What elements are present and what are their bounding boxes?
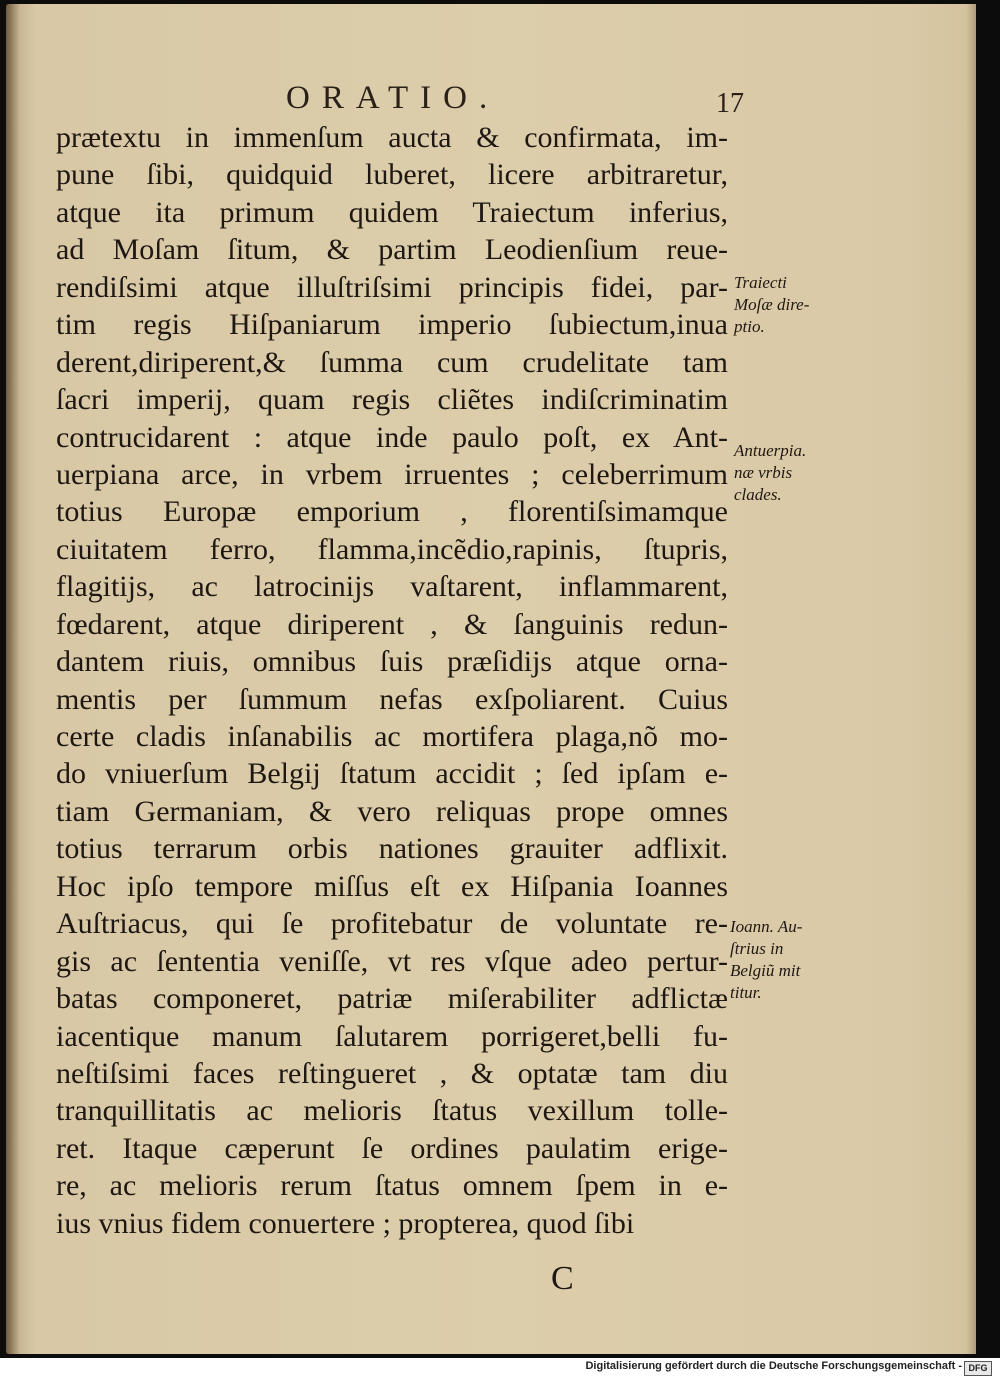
text-line: contrucidarent : atque inde paulo poſt, ex Ant- [56, 420, 728, 454]
page-number: 17 [716, 88, 744, 119]
text-line: ſacri imperij, quam regis cliẽtes indiſcriminatim [56, 383, 728, 417]
text-line: fœdarent, atque diriperent , & ſanguinis redun- [56, 607, 728, 641]
dfg-logo: DFG [964, 1361, 992, 1376]
text-line: rendiſsimi atque illuſtriſsimi principis fidei, par- [56, 270, 728, 304]
running-head: ORATIO. [286, 80, 500, 116]
text-line: iacentique manum ſalutarem porrigeret,belli fu- [56, 1019, 728, 1053]
text-line: uerpiana arce, in vrbem irruentes ; celeberrimum [56, 457, 728, 491]
book-page [6, 4, 976, 1354]
text-line: re, ac melioris rerum ſtatus omnem ſpem in e- [56, 1169, 728, 1203]
text-line: tiam Germaniam, & vero reliquas prope omnes [56, 794, 728, 828]
text-line: tranquillitatis ac melioris ſtatus vexillum tolle- [56, 1094, 728, 1128]
text-line: certe cladis inſanabilis ac mortifera plaga,nõ mo- [56, 720, 728, 753]
marginal-note-line: Antuerpia. [734, 441, 807, 460]
marginal-note-line: Moſæ dire- [734, 295, 810, 314]
marginal-note-line: titur. [730, 983, 762, 1002]
text-line: dantem riuis, omnibus ſuis præſidijs atque orna- [56, 645, 728, 679]
text-line: atque ita primum quidem Traiectum inferius, [56, 195, 728, 229]
text-line: Hoc ipſo tempore miſſus eſt ex Hiſpania Ioannes [56, 869, 728, 903]
signature-mark: C [551, 1260, 574, 1297]
text-line: Auſtriacus, qui ſe profitebatur de voluntate re- [56, 907, 728, 941]
text-line: prætextu in immenſum aucta & confirmata, im- [56, 121, 728, 154]
marginal-note-line: clades. [734, 485, 782, 504]
text-line: ciuitatem ferro, flamma,incẽdio,rapinis, ſtupris, [56, 532, 728, 566]
text-line: derent,diriperent,& ſumma cum crudelitate tam [56, 345, 728, 379]
text-line: batas componeret, patriæ miſerabiliter adflictæ [56, 982, 728, 1016]
marginal-note-line: Ioann. Au- [730, 917, 803, 936]
marginal-note-ioannes [730, 916, 802, 1004]
marginal-note-traiecti [734, 272, 809, 338]
marginal-note-line: Belgiũ mit [730, 961, 801, 980]
digitization-footer [0, 1358, 1000, 1377]
text-line: ius vnius fidem conuertere ; propterea, quod ſibi [56, 1206, 635, 1240]
text-line: do vniuerſum Belgij ſtatum accidit ; ſed ipſam e- [56, 757, 728, 791]
text-line: totius terrarum orbis nationes grauiter adflixit. [56, 832, 728, 866]
marginal-note-line: næ vrbis [734, 463, 793, 482]
text-line: pune ſibi, quidquid luberet, licere arbitraretur, [56, 158, 728, 192]
body-text [56, 119, 728, 1242]
marginal-note-antuerpia [734, 440, 806, 506]
marginal-note-line: Traiecti [734, 273, 787, 292]
text-line: totius Europæ emporium , florentiſsimamque [56, 495, 728, 529]
text-line: tim regis Hiſpaniarum imperio ſubiectum,inua [56, 308, 728, 342]
text-line: ad Moſam ſitum, & partim Leodienſium reue- [56, 233, 728, 267]
marginal-note-line: ptio. [734, 317, 765, 336]
dfg-credit: Digitalisierung gefördert durch die Deutsche Forschungsgemeinschaft - [585, 1360, 962, 1372]
text-line: ret. Itaque cæperunt ſe ordines paulatim erige- [56, 1131, 728, 1165]
text-line: flagitijs, ac latrocinijs vaſtarent, inflammarent, [56, 570, 728, 604]
text-line: mentis per ſummum nefas exſpoliarent. Cuius [56, 682, 728, 716]
text-line: gis ac ſententia veniſſe, vt res vſque adeo pertur- [56, 944, 728, 978]
text-line: neſtiſsimi faces reſtingueret , & optatæ tam diu [56, 1056, 728, 1090]
marginal-note-line: ſtrius in [730, 939, 784, 958]
